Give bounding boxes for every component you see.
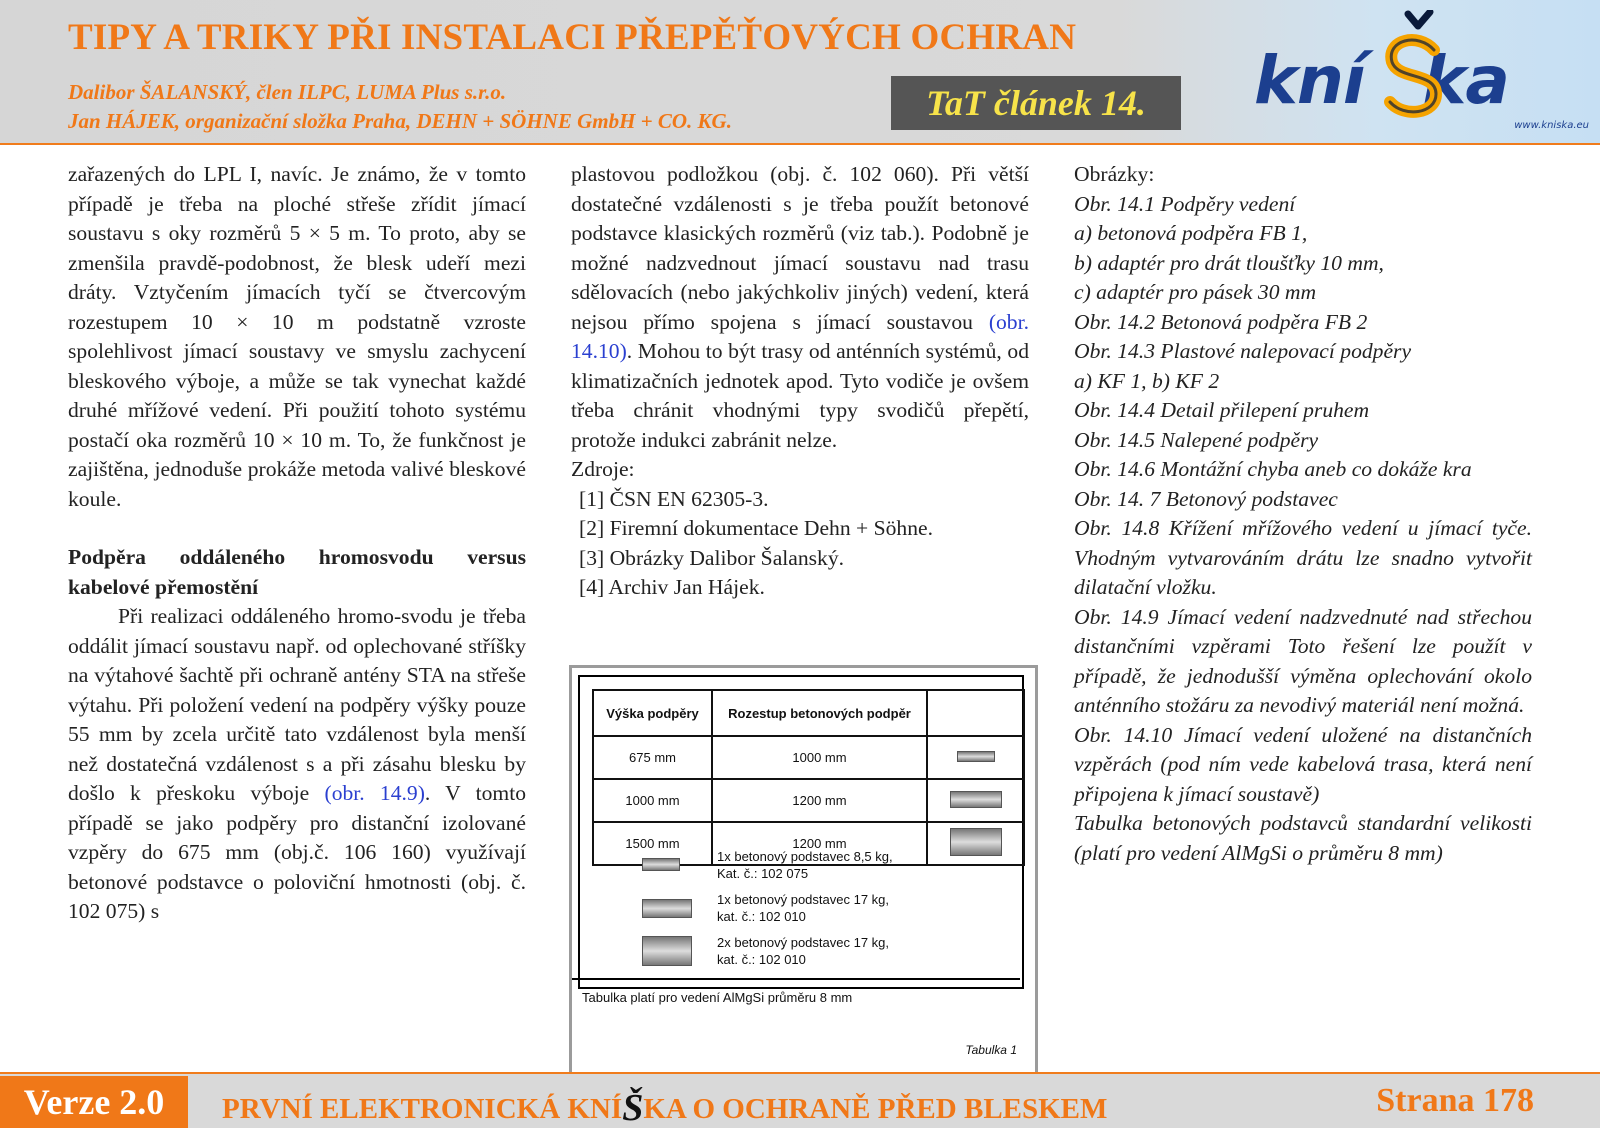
paragraph-text: plastovou podložkou (obj. č. 102 060). Při větší dostatečné vzdálenosti s je třeba použít betonové podstavce klasických rozměrů (viz tab.). Podobně je možné nadzvednout jímací soustavu nad trasu sdělovacích (nebo jakýchkoliv jiných) vedení, která nejsou přímo spojena s jímací soustavou xyxy=(571,162,1029,334)
figure-link[interactable]: (obr. 14.9) xyxy=(324,781,425,805)
footer-title-s: Š xyxy=(622,1087,644,1129)
source-item: [3] Obrázky Dalibor Šalanský. xyxy=(579,545,845,570)
figure-item: c) adaptér pro pásek 30 mm xyxy=(1074,280,1317,304)
cell-height: 1000 mm xyxy=(593,779,712,822)
source-item: [4] Archiv Jan Hájek. xyxy=(579,575,765,599)
concrete-base-icon xyxy=(642,899,692,918)
legend-line: kat. č.: 102 010 xyxy=(717,952,806,967)
legend-text xyxy=(717,891,889,925)
legend-text xyxy=(717,848,893,882)
cell-block xyxy=(927,779,1024,822)
cell-spacing: 1000 mm xyxy=(712,736,927,779)
paragraph-text: . Mohou to být trasy od anténních systémů, od klimatizačních jednotek apod. Tyto vodiče je ovšem třeba chránit vhodnými typy svodičů přepětí, protože indukci zabránit nelze. xyxy=(571,339,1029,452)
paragraph xyxy=(571,160,1029,455)
paragraph-text: . V tomto případě se jako podpěry pro distanční izolované vzpěry do 675 mm (obj.č. 106 160) využívají betonové podstavce o poloviční hmotnosti (obj. č. 102 075) s xyxy=(68,781,526,923)
logo-text-part2: ka xyxy=(1422,42,1509,119)
footer-title-part2: KA O OCHRANĚ PŘED BLESKEM xyxy=(643,1093,1108,1125)
support-spacing-table xyxy=(592,689,1025,866)
page-title: TIPY A TRIKY PŘI INSTALACI PŘEPĚŤOVÝCH OCHRAN xyxy=(68,17,1077,58)
column-2 xyxy=(571,160,1029,603)
section-heading: Podpěra oddáleného hromosvodu versus kabelové přemostění xyxy=(68,545,526,599)
legend-line: 1x betonový podstavec 17 kg, xyxy=(717,892,890,907)
source-item: [2] Firemní dokumentace Dehn + Söhne. xyxy=(579,516,933,540)
logo-s-icon xyxy=(1378,10,1452,122)
legend-text xyxy=(717,934,889,968)
figure-item: Obr. 14.9 Jímací vedení nadzvednuté nad střechou distančními vzpěrami Toto řešení lze použít v případě, že jednodušší výměna oplechování okolo anténního stožáru za nevodivý materiál není možná. xyxy=(1074,604,1532,717)
legend-item xyxy=(572,891,1012,929)
figure-item: a) betonová podpěra FB 1, xyxy=(1074,221,1308,245)
legend-line: kat. č.: 102 010 xyxy=(717,909,806,924)
legend-line: Kat. č.: 102 075 xyxy=(717,866,809,881)
figure-item: Obr. 14.1 Podpěry vedení xyxy=(1074,191,1296,216)
figure-link[interactable]: (obr. 14.10) xyxy=(571,309,1029,363)
figure-item: a) KF 1, b) KF 2 xyxy=(1074,368,1220,393)
column-1 xyxy=(68,160,526,927)
figure-item: Obr. 14.4 Detail přilepení pruhem xyxy=(1074,398,1370,422)
table-row xyxy=(593,779,1024,822)
legend-item xyxy=(572,934,1012,972)
figures-label: Obrázky: xyxy=(1074,162,1155,186)
concrete-base-icon xyxy=(642,858,680,871)
concrete-base-icon xyxy=(950,791,1002,808)
table-row xyxy=(593,736,1024,779)
paragraph-text: Při realizaci oddáleného hromo-svodu je třeba oddálit jímací soustavu např. od oplechované stříšky na výtahové šachtě při ochraně antény STA na střeše výtahu. Při položení vedení na podpěry výšky pouze 55 mm by zcela určitě tato vzdálenost byla menší než dostatečná vzdálenost s a při zásahu blesku by došlo k přeskoku výboje xyxy=(68,604,526,805)
header-divider xyxy=(0,143,1600,145)
column-header-spacing: Rozestup betonových podpěr xyxy=(712,690,927,736)
support-spacing-table-figure xyxy=(569,665,1038,1076)
sources-label: Zdroje: xyxy=(571,457,635,481)
legend-line: 2x betonový podstavec 17 kg, xyxy=(717,935,890,950)
author-line-1: Dalibor ŠALANSKÝ, člen ILPC, LUMA Plus s.r.o. xyxy=(68,80,507,104)
concrete-base-icon xyxy=(957,751,995,762)
legend-line: 1x betonový podstavec 8,5 kg, xyxy=(717,849,893,864)
figure-item: Obr. 14.3 Plastové nalepovací podpěry xyxy=(1074,339,1412,363)
kniska-logo xyxy=(1252,8,1597,140)
table-note-divider xyxy=(572,978,1020,980)
concrete-base-double-icon xyxy=(642,936,692,966)
figure-item: Obr. 14.6 Montážní chyba aneb co dokáže kra xyxy=(1074,457,1472,481)
table-caption: Tabulka 1 xyxy=(965,1043,1017,1057)
column-header-height: Výška podpěry xyxy=(593,690,712,736)
paragraph: zařazených do LPL I, navíc. Je známo, že v tomto případě je třeba na ploché střeše zřídit jímací soustavu s oky rozměrů 5 × 5 m. To proto, aby se zmenšila pravdě-podobnost, že blesk udeří mezi dráty. Vztyčením jímacích tyčí se čtvercovým rozestupem 10 × 10 m podstatně vzroste spolehlivost jímací soustavy ve smyslu zachycení bleskového výboje, a může se tak vynechat každé druhé mřížové vedení. Při použití tohoto systému postačí oka rozměrů 10 × 10 m. To, že funkčnost je zajištěna, jednoduše prokáže metoda valivé bleskové koule. xyxy=(68,162,526,511)
column-header-empty xyxy=(927,690,1024,736)
table-note: Tabulka platí pro vedení AlMgSi průměru 8 mm xyxy=(582,990,853,1005)
figure-item: Obr. 14.8 Křížení mřížového vedení u jímací tyče. Vhodným vytvarováním drátu lze snadno vytvořit dilatační vložku. xyxy=(1074,516,1532,599)
version-badge: Verze 2.0 xyxy=(0,1076,188,1128)
cell-height: 675 mm xyxy=(593,736,712,779)
figure-item: Obr. 14. 7 Betonový podstavec xyxy=(1074,486,1338,511)
cell-spacing: 1200 mm xyxy=(712,779,927,822)
paragraph xyxy=(68,602,526,927)
figure-item: Obr. 14.10 Jímací vedení uložené na distančních vzpěrách (pod ním vede kabelová trasa, která není připojena k jímací soustavě) xyxy=(1074,722,1532,806)
footer-title-part1: PRVNÍ ELEKTRONICKÁ KNÍ xyxy=(222,1093,623,1125)
cell-block xyxy=(927,736,1024,779)
figure-item: Tabulka betonových podstavců standardní velikosti (platí pro vedení AlMgSi o průměru 8 mm) xyxy=(1074,811,1532,865)
author-line-2: Jan HÁJEK, organizační složka Praha, DEHN + SÖHNE GmbH + CO. KG. xyxy=(68,109,732,133)
footer-title xyxy=(222,1086,1107,1130)
article-badge: TaT článek 14. xyxy=(891,76,1181,130)
column-3-figure-list xyxy=(1074,160,1532,868)
figure-item: Obr. 14.2 Betonová podpěra FB 2 xyxy=(1074,309,1368,334)
source-item: [1] ČSN EN 62305-3. xyxy=(579,486,769,511)
cell-spacing: 1200 mm xyxy=(712,822,927,865)
logo-text-part1: kní xyxy=(1254,42,1365,119)
cell-height: 1500 mm xyxy=(593,822,712,865)
logo-url: www.kniska.eu xyxy=(1514,120,1589,131)
page-number: Strana 178 xyxy=(1376,1082,1534,1119)
figure-item: b) adaptér pro drát tloušťky 10 mm, xyxy=(1074,250,1384,275)
table-header-row xyxy=(593,690,1024,736)
authors xyxy=(68,78,732,136)
legend-item xyxy=(572,848,1012,886)
figure-item: Obr. 14.5 Nalepené podpěry xyxy=(1074,427,1319,452)
